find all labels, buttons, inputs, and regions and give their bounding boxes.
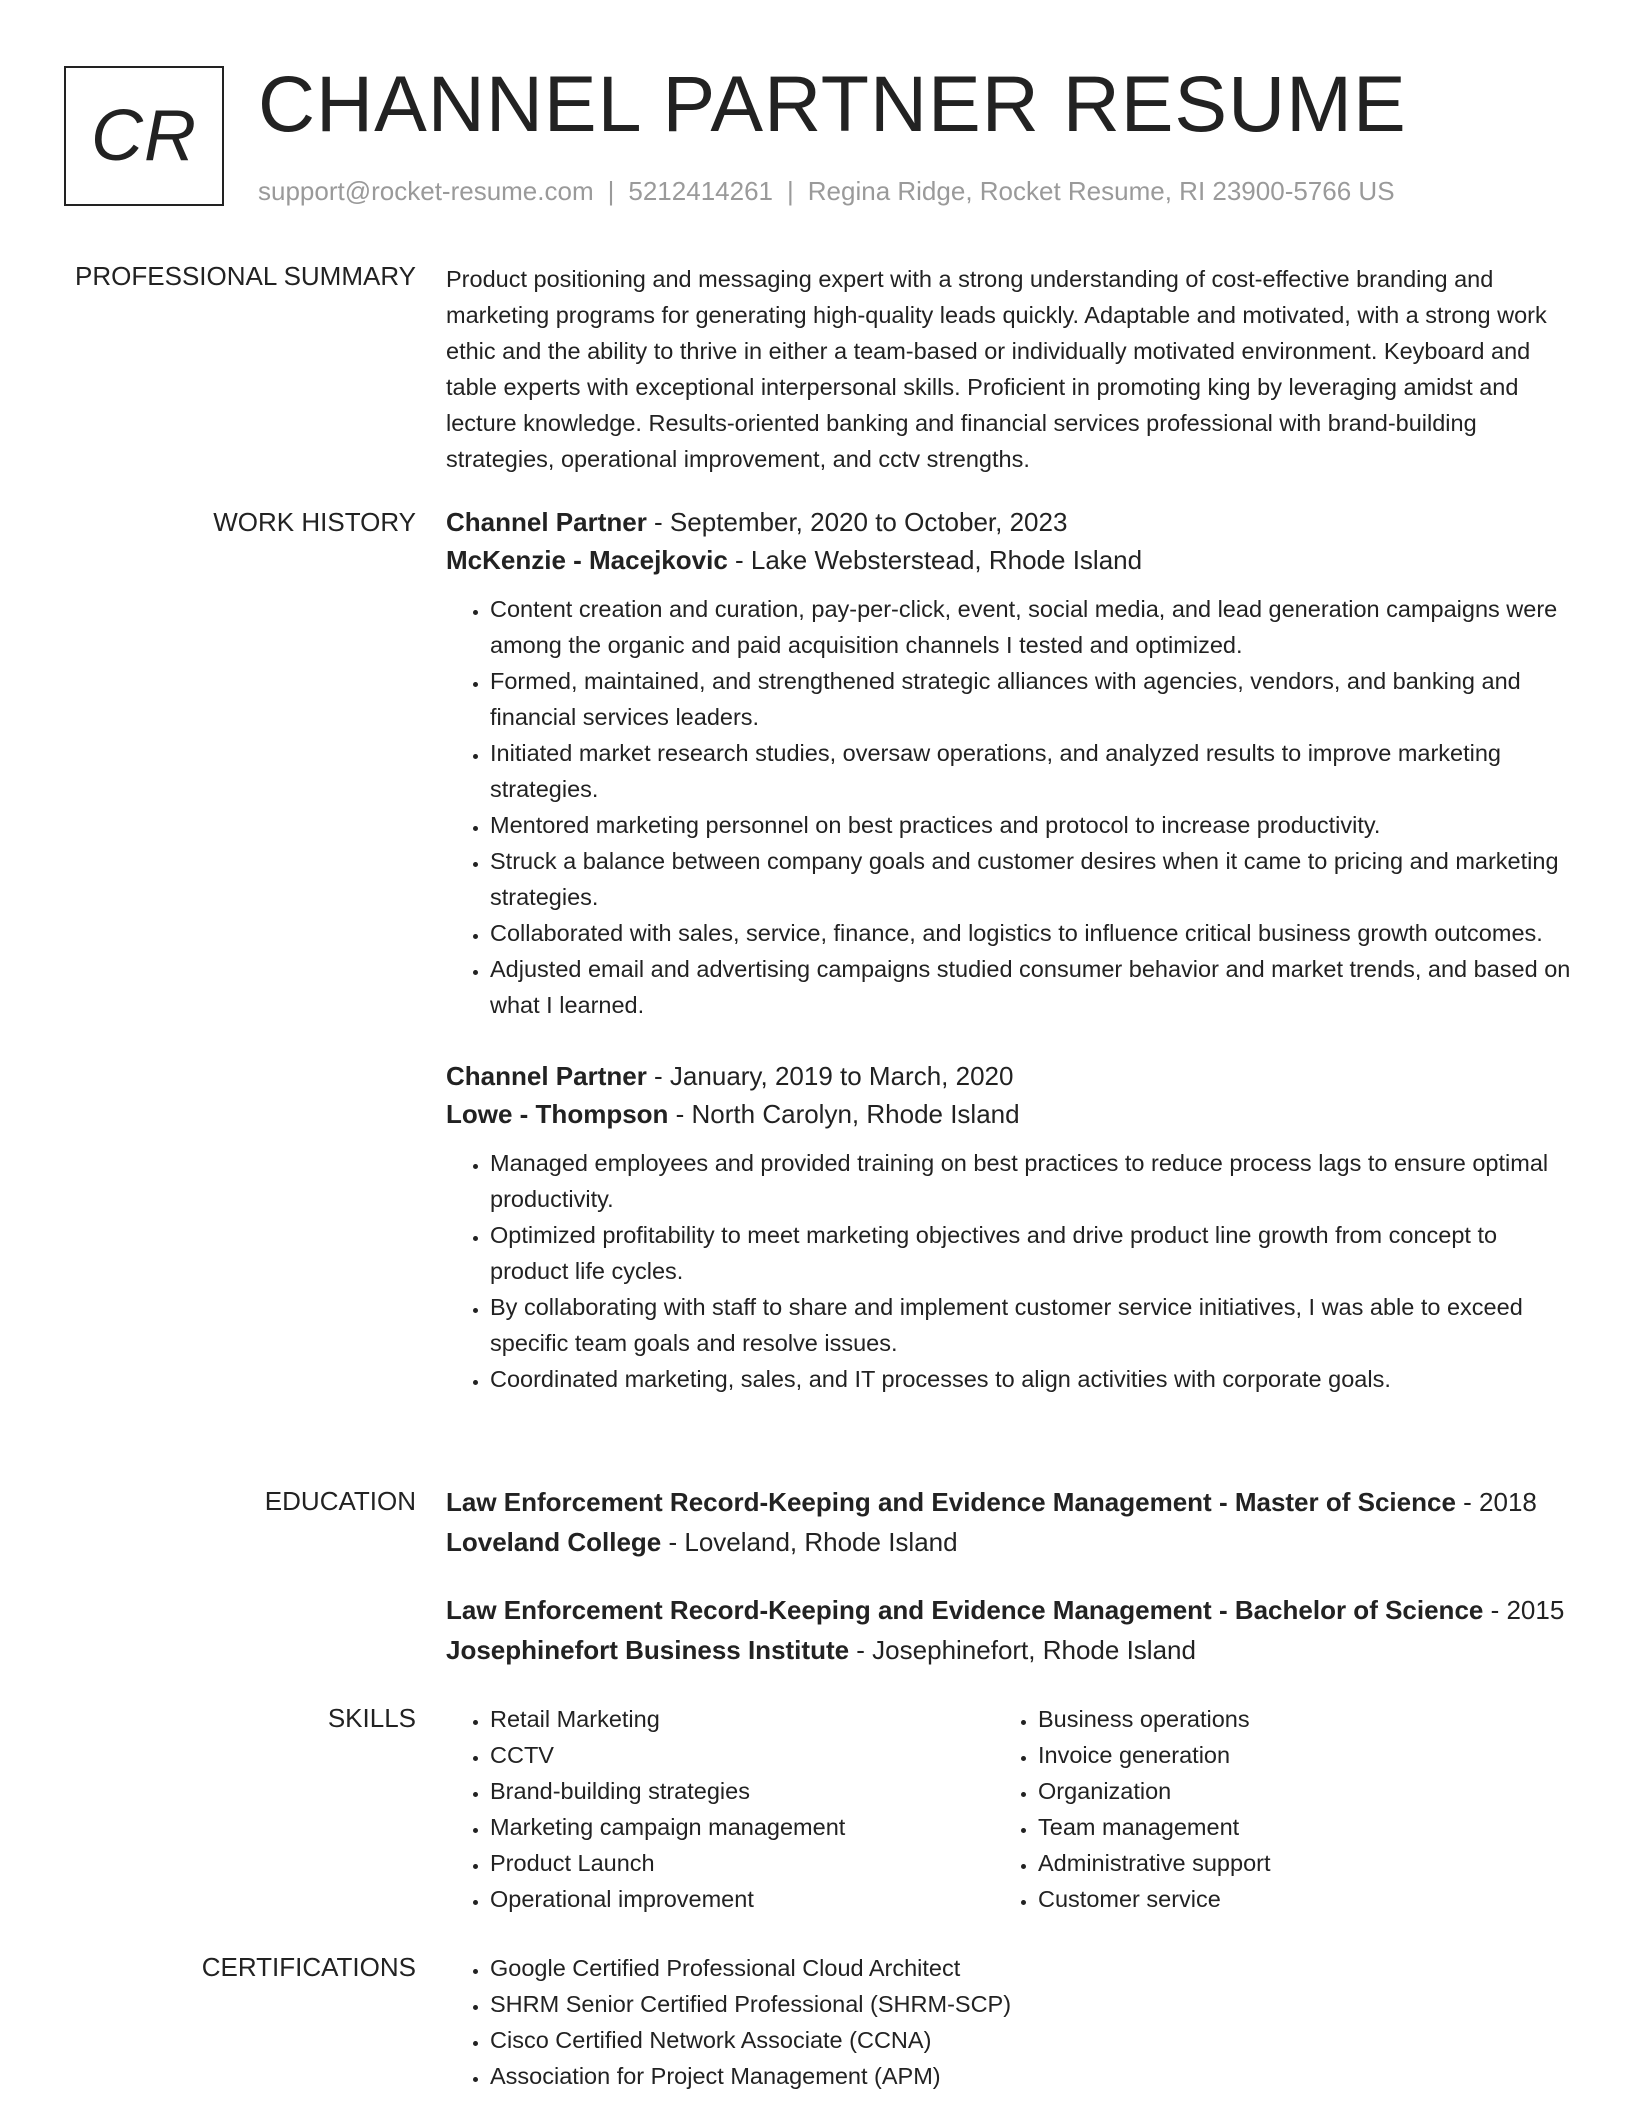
certification-item: • Google Certified Professional Cloud Architect bbox=[490, 1950, 1490, 1986]
skills-label: SKILLS bbox=[327, 1703, 416, 1733]
job-location: - Lake Websterstead, Rhode Island bbox=[727, 545, 1143, 575]
job-title-line bbox=[446, 503, 1572, 541]
education-degree-line bbox=[446, 1483, 1572, 1521]
job-bullet-list bbox=[446, 591, 1572, 1023]
certification-item: • SHRM Senior Certified Professional (SHRM-SCP) bbox=[490, 1986, 1490, 2022]
job-company-line bbox=[446, 1095, 1572, 1133]
contact-line bbox=[258, 176, 1395, 207]
job-company: McKenzie - Macejkovic bbox=[446, 545, 728, 575]
contact-email: support@rocket-resume.com bbox=[258, 176, 594, 206]
skill-item: • Customer service bbox=[1038, 1881, 1542, 1917]
skill-item: • Marketing campaign management bbox=[490, 1809, 994, 1845]
certification-item: • Cisco Certified Network Associate (CCNA) bbox=[490, 2022, 1490, 2058]
certification-item: • Association for Project Management (APM) bbox=[490, 2058, 1490, 2094]
education-location: - Josephinefort, Rhode Island bbox=[849, 1635, 1196, 1665]
skill-item: • CCTV bbox=[490, 1737, 994, 1773]
job-title-line bbox=[446, 1057, 1572, 1095]
skill-item: • Operational improvement bbox=[490, 1881, 994, 1917]
monogram-box bbox=[64, 66, 224, 206]
job-title: Channel Partner bbox=[446, 1061, 647, 1091]
education-school-line bbox=[446, 1523, 1572, 1561]
monogram-initials: CR bbox=[91, 96, 197, 176]
contact-address: Regina Ridge, Rocket Resume, RI 23900-5766 US bbox=[807, 176, 1395, 206]
work-history-label: WORK HISTORY bbox=[213, 507, 416, 537]
job-bullet: • Struck a balance between company goals and customer desires when it came to pricing and marketing strategies. bbox=[490, 843, 1572, 915]
job-dates: - September, 2020 to October, 2023 bbox=[646, 507, 1068, 537]
education-school-line bbox=[446, 1631, 1572, 1669]
contact-separator: | bbox=[607, 176, 615, 206]
skill-item: • Brand-building strategies bbox=[490, 1773, 994, 1809]
skill-item: • Retail Marketing bbox=[490, 1701, 994, 1737]
skill-item: • Business operations bbox=[1038, 1701, 1542, 1737]
job-bullet-list bbox=[446, 1145, 1572, 1397]
job-title: Channel Partner bbox=[446, 507, 647, 537]
education-entry bbox=[446, 1483, 1572, 1561]
job-entry bbox=[446, 503, 1572, 1023]
contact-separator: | bbox=[787, 176, 794, 206]
job-bullet: • Managed employees and provided training on best practices to reduce process lags to ensure optimal productivity. bbox=[490, 1145, 1572, 1217]
job-bullet: • Coordinated marketing, sales, and IT processes to align activities with corporate goals. bbox=[490, 1361, 1572, 1397]
education-degree-line bbox=[446, 1591, 1572, 1629]
job-bullet: • Collaborated with sales, service, finance, and logistics to influence critical business growth outcomes. bbox=[490, 915, 1572, 951]
education-entry bbox=[446, 1591, 1572, 1669]
summary-text: Product positioning and messaging expert with a strong understanding of cost-effective branding and marketing programs for generating high-quality leads quickly. Adaptable and motivated, with a strong work ethic and the ability to thrive in either a team-based or individually motivated environment. Keyboard and table experts with exceptional interpersonal skills. Proficient in promoting king by leveraging amidst and lecture knowledge. Results-oriented banking and financial services professional with brand-building strategies, operational improvement, and cctv strengths. bbox=[446, 266, 1547, 472]
job-bullet: • Adjusted email and advertising campaigns studied consumer behavior and market trends, and based on what I learned. bbox=[490, 951, 1572, 1023]
job-bullet: • Content creation and curation, pay-per-click, event, social media, and lead generation campaigns were among the organic and paid acquisition channels I tested and optimized. bbox=[490, 591, 1572, 663]
education-year: - 2015 bbox=[1483, 1595, 1565, 1625]
education-degree: Law Enforcement Record-Keeping and Evidence Management - Bachelor of Science bbox=[446, 1595, 1484, 1625]
job-dates: - January, 2019 to March, 2020 bbox=[646, 1061, 1014, 1091]
education-school: Loveland College bbox=[446, 1527, 662, 1557]
job-bullet: • Formed, maintained, and strengthened strategic alliances with agencies, vendors, and banking and financial services leaders. bbox=[490, 663, 1572, 735]
skill-item: • Administrative support bbox=[1038, 1845, 1542, 1881]
skill-item: • Invoice generation bbox=[1038, 1737, 1542, 1773]
education-degree: Law Enforcement Record-Keeping and Evidence Management - Master of Science bbox=[446, 1487, 1456, 1517]
education-school: Josephinefort Business Institute bbox=[446, 1635, 850, 1665]
summary-label: PROFESSIONAL SUMMARY bbox=[75, 261, 416, 291]
job-company-line bbox=[446, 541, 1572, 579]
skill-item: • Product Launch bbox=[490, 1845, 994, 1881]
job-bullet: • By collaborating with staff to share and implement customer service initiatives, I was able to exceed specific team goals and resolve issues. bbox=[490, 1289, 1572, 1361]
education-year: - 2018 bbox=[1455, 1487, 1537, 1517]
job-entry bbox=[446, 1057, 1572, 1397]
skill-item: • Organization bbox=[1038, 1773, 1542, 1809]
job-bullet: • Optimized profitability to meet marketing objectives and drive product line growth from concept to product life cycles. bbox=[490, 1217, 1572, 1289]
certifications-list bbox=[446, 1950, 1490, 2094]
education-location: - Loveland, Rhode Island bbox=[661, 1527, 958, 1557]
certifications-label: CERTIFICATIONS bbox=[201, 1952, 416, 1982]
job-bullet: • Initiated market research studies, oversaw operations, and analyzed results to improve marketing strategies. bbox=[490, 735, 1572, 807]
resume-title: CHANNEL PARTNER RESUME bbox=[258, 59, 1407, 148]
job-location: - North Carolyn, Rhode Island bbox=[668, 1099, 1020, 1129]
job-company: Lowe - Thompson bbox=[446, 1099, 669, 1129]
contact-phone: 5212414261 bbox=[628, 176, 773, 206]
skills-list-right bbox=[994, 1701, 1542, 1917]
job-bullet: • Mentored marketing personnel on best practices and protocol to increase productivity. bbox=[490, 807, 1572, 843]
education-label: EDUCATION bbox=[264, 1486, 416, 1516]
skills-list-left bbox=[446, 1701, 994, 1917]
skill-item: • Team management bbox=[1038, 1809, 1542, 1845]
